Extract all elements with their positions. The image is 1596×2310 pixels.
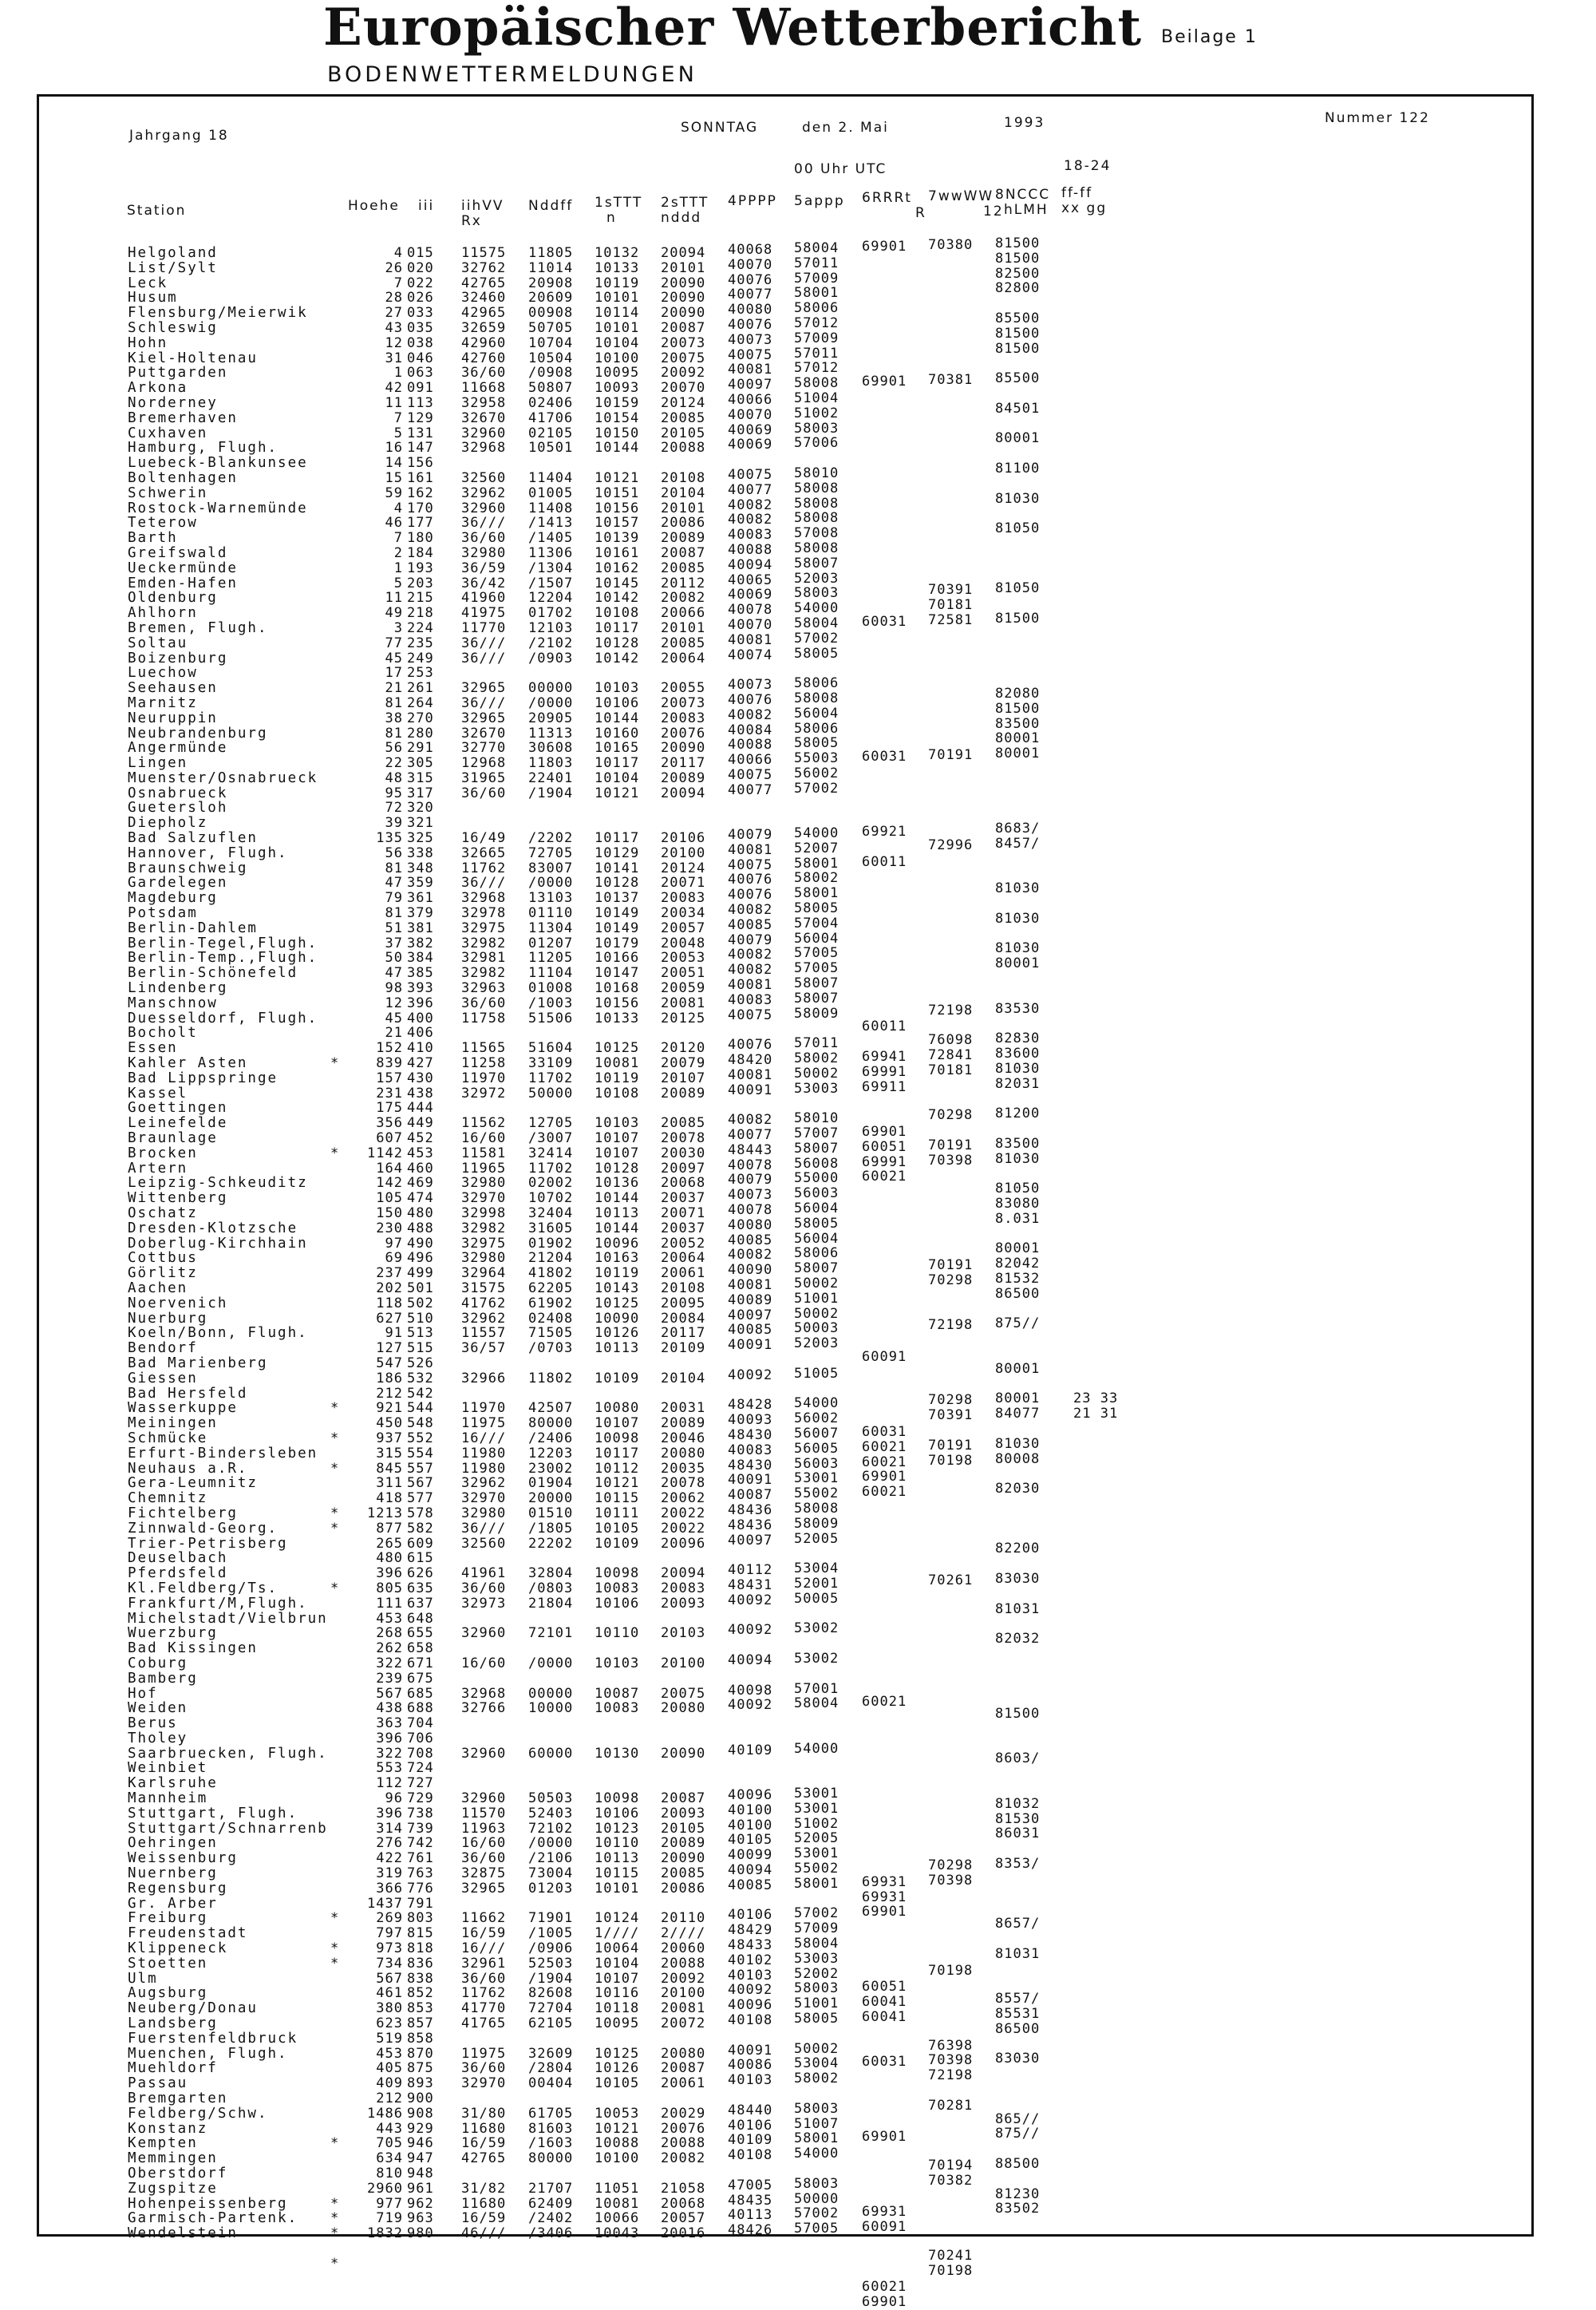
tendency-column: 58004 57011 57009 58001 58006 57012 57009 57011 57012 58008 51004 51002 58003 57006 58010 58008 58008 58008 57008 58008 58007 52003 58003 54000 58004 57002 58005 58006 58008 56004 58006 58005 55003 56002 57002 54000 52007 58001 58002 58001 58005 57004 56004 57005 57005 58007 58007 58009 57011 58002 50002 53003 58010 57007 58007 56008 55000 56003 56004 58005 56004 58006 58007 50002 51001 50002 50003 52003 51005 54000 56002 56007 56005 56003 53001 55002 58008 58009 52005 53004 52001 50005 53002 53002 57001 58004 54000 53001 53001 51002 52005 53001 55002 58001 57002 57009 58004 53003 52002 58003 51001 58005 50002 53004 58002 58003 51007 58001 54000 58003 50000 57002 57005 xyxy=(794,240,839,2237)
col-header-nddff: Nddff xyxy=(528,198,574,214)
dewpoint-column: 20094 20101 20090 20090 20090 20087 20073 20075 20092 20070 20124 20085 20105 20088 20108 20104 20101 20086 20089 20087 20085 20112 20082 20066 20101 20085 20064 20055 20073 20083 20076 20090 20117 20089 20094 20106 20100 20124 20071 20083 20034 20057 20048 20053 20051 20059 20081 20125 20120 20079 20107 20089 20085 20078 20030 20097 20068 20037 20071 20037 20052 20064 20061 20108 20095 20084 20117 20109 20104 20031 20089 20046 20080 20035 20078 20062 20022 20022 20096 20094 20083 20093 20103 20100 20075 20080 20090 20087 20093 20105 20089 20090 20085 20086 20110 2//// 20060 20088 20092 20100 20081 20072 20080 20087 20061 20029 20076 20088 20082 21058 20068 20057 20016 xyxy=(661,245,706,2242)
col-header-8nccc: 8NCCC xyxy=(995,187,1051,203)
col-header-n: n xyxy=(606,210,617,226)
col-header-r: R xyxy=(915,205,926,221)
col-header-2sttt: 2sTTT xyxy=(661,195,709,211)
nddff-column: 11805 11014 20908 20609 00908 50705 10704 10504 /0908 50807 02406 41706 02105 10501 11404 01005 11408 /1413 /1405 11306 /1304 /1507 12204 01702 12103 /2102 /0903 00000 /0000 20905 11313 30608 11803 22401 /1904 /2202 72705 83007 /0000 13103 01110 11304 01207 11205 11104 01008 /1003 51506 51604 33109 11702 50000 12705 /3007 32414 11702 02002 10702 32404 31605 01902 21204 41802 62205 61902 02408 71505 /0703 11802 42507 80000 /2406 12203 23002 01904 20000 01510 /1805 22202 32804 /0803 21804 72101 /0000 00000 10000 60000 50503 52403 72102 /0000 /2106 73004 01203 71901 /1005 /0906 52503 /1904 82608 72704 62105 32609 /2804 00404 61705 81603 /1603 80000 21707 62409 /2402 /3406 xyxy=(528,245,574,2242)
station-index-column: 015 020 022 026 033 035 038 046 063 091 113 129 131 147 156 161 162 170 177 180 184 193 203 215 218 224 235 249 253 261 264 270 280 291 305 315 317 320 321 325 338 348 359 361 379 381 382 384 385 393 396 400 406 410 427 430 438 444 449 452 453 460 469 474 480 488 490 496 499 501 502 510 513 515 526 532 542 544 548 552 554 557 567 577 578 582 609 615 626 635 637 648 655 658 671 675 685 688 704 706 708 724 727 729 738 739 742 761 763 776 791 803 815 818 836 838 852 853 857 858 870 875 893 900 908 929 946 947 948 961 962 963 980 xyxy=(407,245,434,2242)
period-range: 18-24 xyxy=(1064,158,1112,174)
day-label: SONNTAG xyxy=(681,120,759,136)
issue-number: Nummer 122 xyxy=(1325,110,1430,126)
col-header-ff: ff-ff xyxy=(1061,185,1093,201)
col-header-4pppp: 4PPPP xyxy=(728,193,777,209)
cloud-column: 81500 81500 82500 82800 85500 81500 81500 85500 84501 80001 81100 81030 81050 81050 81500 82080 81500 83500 80001 80001 8683/ 8457/ 81030 81030 81030 80001 83530 82830 83600 81030 82031 81200 83500 81030 81050 83080 8.031 80001 82042 81532 86500 875// 80001 80001 84077 81030 80008 82030 82200 83030 81031 82032 81500 8603/ 81032 81530 86031 8353/ 8657/ 81031 8557/ 85531 86500 83030 865// 875// 88500 81230 83502 xyxy=(995,235,1041,2217)
col-header-5appp: 5appp xyxy=(794,193,845,209)
station-mark-column: * * * * * * * * * * * * * * * * xyxy=(330,1055,340,2272)
iihvv-column: 11575 32762 42765 32460 42965 32659 42960 42760 36/60 11668 32958 32670 32960 32968 32560 32962 32960 36/// 36/60 32980 36/59 36/42 41960 41975 11770 36/// 36/// 32965 36/// 32965 32670 32770 12968 31965 36/60 16/49 32665 11762 36/// 32968 32978 32975 32982 32981 32982 32963 36/60 11758 11565 11258 11970 32972 11562 16/60 11581 11965 32980 32970 32998 32982 32975 32980 32964 31575 41762 32962 11557 36/57 32966 11970 11975 16/// 11980 11980 32962 32970 32980 36/// 32560 41961 36/60 32973 32960 16/60 32968 32766 32960 32960 11570 11963 16/60 36/60 32875 32965 11662 16/59 16/// 32961 36/60 11762 41770 41765 11975 36/60 32970 31/80 11680 16/59 42765 31/82 11680 16/59 46/// xyxy=(461,245,507,2242)
col-header-7wwww: 7wwWW xyxy=(928,188,994,204)
col-header-hoehe: Hoehe xyxy=(348,198,400,214)
year-label: 1993 xyxy=(1004,115,1045,131)
col-header-station: Station xyxy=(127,203,187,219)
jahrgang-label: Jahrgang 18 xyxy=(129,128,229,144)
col-header-12: 12 xyxy=(983,204,1004,220)
observation-time: 00 Uhr UTC xyxy=(794,161,887,177)
pressure-column: 40068 40070 40076 40077 40080 40076 40073 40075 40081 40097 40066 40070 40069 40069 40075 40077 40082 40082 40083 40088 40094 40065 40069 40078 40070 40081 40074 40073 40076 40082 40084 40088 40066 40075 40077 40079 40081 40075 40076 40076 40082 40085 40079 40082 40082 40081 40083 40075 40076 48420 40081 40091 40082 40077 48443 40078 40079 40073 40078 40080 40085 40082 40090 40081 40089 40097 40085 40091 40092 48428 40093 48430 40083 48430 40091 40087 48436 48436 40097 40112 48431 40092 40092 40094 40098 40092 40109 40096 40100 40100 40105 40099 40094 40085 40106 48429 48433 40102 40103 40092 40096 40108 40091 40086 40103 48440 40106 40109 40108 47005 48435 40113 48426 xyxy=(728,242,773,2239)
weather-column: 70380 70381 70391 70181 72581 70191 72996 72198 76098 72841 70181 70298 70191 70398 70191 70298 72198 70298 70391 70191 70198 70261 70298 70398 70198 76398 70398 72198 70281 70194 70382 70241 70198 xyxy=(928,237,974,2279)
date-label: den 2. Mai xyxy=(802,120,889,136)
gust-column: 23 33 21 31 xyxy=(1073,1390,1119,1422)
col-header-6rrrt: 6RRRt xyxy=(862,190,912,206)
station-name-column: Helgoland List/Sylt Leck Husum Flensburg/Meierwik Schleswig Hohn Kiel-Holtenau Puttgarden Arkona Norderney Bremerhaven Cuxhaven Hamburg, Flugh. Luebeck-Blankunsee Boltenhagen Schwerin Rostock-Warnemünde Teterow Barth Greifswald Ueckermünde Emden-Hafen Oldenburg Ahlhorn Bremen, Flugh. Soltau Boizenburg Luechow Seehausen Marnitz Neuruppin Neubrandenburg Angermünde Lingen Muenster/Osnabrueck Osnabrueck Guetersloh Diepholz Bad Salzuflen Hannover, Flugh. Braunschweig Gardelegen Magdeburg Potsdam Berlin-Dahlem Berlin-Tegel,Flugh. Berlin-Temp.,Flugh. Berlin-Schönefeld Lindenberg Manschnow Duesseldorf, Flugh. Bocholt Essen Kahler Asten Bad Lippspringe Kassel Goettingen Leinefelde Braunlage Brocken Artern Leipzig-Schkeuditz Wittenberg Oschatz Dresden-Klotzsche Doberlug-Kirchhain Cottbus Görlitz Aachen Noervenich Nuerburg Koeln/Bonn, Flugh. Bendorf Bad Marienberg Giessen Bad Hersfeld Wasserkuppe Meiningen Schmücke Erfurt-Bindersleben Neuhaus a.R. Gera-Leumnitz Chemnitz Fichtelberg Zinnwald-Georg. Trier-Petrisberg Deuselbach Pferdsfeld Kl.Feldberg/Ts. Frankfurt/M,Flugh. Michelstadt/Vielbrun Wuerzburg Bad Kissingen Coburg Bamberg Hof Weiden Berus Tholey Saarbruecken, Flugh. Weinbiet Karlsruhe Mannheim Stuttgart, Flugh. Stuttgart/Schnarrenb Oehringen Weissenburg Nuernberg Regensburg Gr. Arber Freiburg Freudenstadt Klippeneck Stoetten Ulm Augsburg Neuberg/Donau Landsberg Fuerstenfeldbruck Muenchen, Flugh. Muehldorf Passau Bremgarten Feldberg/Schw. Konstanz Kempten Memmingen Oberstdorf Zugspitze Hohenpeissenberg Garmisch-Partenk. Wendelstein xyxy=(128,245,328,2242)
hoehe-column: 4 26 7 28 27 43 12 31 1 42 11 7 5 16 14 15 59 4 46 7 2 1 5 11 49 3 77 45 17 21 81 38 81 56 22 48 95 72 39 135 56 81 47 79 81 51 37 50 47 98 12 45 21 152 839 157 231 175 356 607 1142 164 142 105 150 230 97 69 237 202 118 627 91 127 547 186 212 921 450 937 315 845 311 418 1213 877 265 480 396 805 111 453 268 262 322 239 567 438 363 396 322 553 112 96 396 314 276 422 319 366 1437 269 797 973 734 567 461 380 623 519 453 405 409 212 1486 443 705 634 810 2960 977 719 1832 xyxy=(367,245,403,2242)
col-header-iihvv: iihVV xyxy=(461,198,504,214)
precipitation-column: 69901 69901 60031 60031 69921 60011 60011 69941 69991 69911 69901 60051 69991 60021 60091 60031 60021 60021 69901 60021 60021 69931 69931 69901 60051 60041 60041 60031 69901 69931 60091 60021 69901 xyxy=(862,239,907,2310)
report-title: Europäischer Wetterbericht xyxy=(323,0,1142,57)
col-header-hlmh: hLMH xyxy=(1004,202,1049,218)
temperature-column: 10132 10133 10119 10101 10114 10101 10104 10100 10095 10093 10159 10154 10150 10144 10121 10151 10156 10157 10139 10161 10162 10145 10142 10108 10117 10128 10142 10103 10106 10144 10160 10165 10117 10104 10121 10117 10129 10141 10128 10137 10149 10149 10179 10166 10147 10168 10156 10133 10125 10081 10119 10108 10103 10107 10107 10128 10136 10144 10113 10144 10096 10163 10119 10143 10125 10090 10126 10113 10109 10080 10107 10098 10117 10112 10121 10115 10111 10105 10109 10098 10083 10106 10110 10103 10087 10083 10130 10098 10106 10123 10110 10113 10115 10101 10124 1//// 10064 10104 10107 10116 10118 10095 10125 10126 10105 10053 10121 10088 10100 11051 10081 10066 10043 xyxy=(595,245,640,2242)
report-subtitle: BODENWETTERMELDUNGEN xyxy=(327,62,697,87)
col-header-iii: iii xyxy=(418,198,435,214)
col-header-nddd: nddd xyxy=(661,210,702,226)
col-header-xxgg: xx gg xyxy=(1061,200,1108,216)
col-header-1sttt: 1sTTT xyxy=(595,195,643,211)
col-header-rx: Rx xyxy=(461,213,482,229)
supplement-label: Beilage 1 xyxy=(1161,27,1258,47)
